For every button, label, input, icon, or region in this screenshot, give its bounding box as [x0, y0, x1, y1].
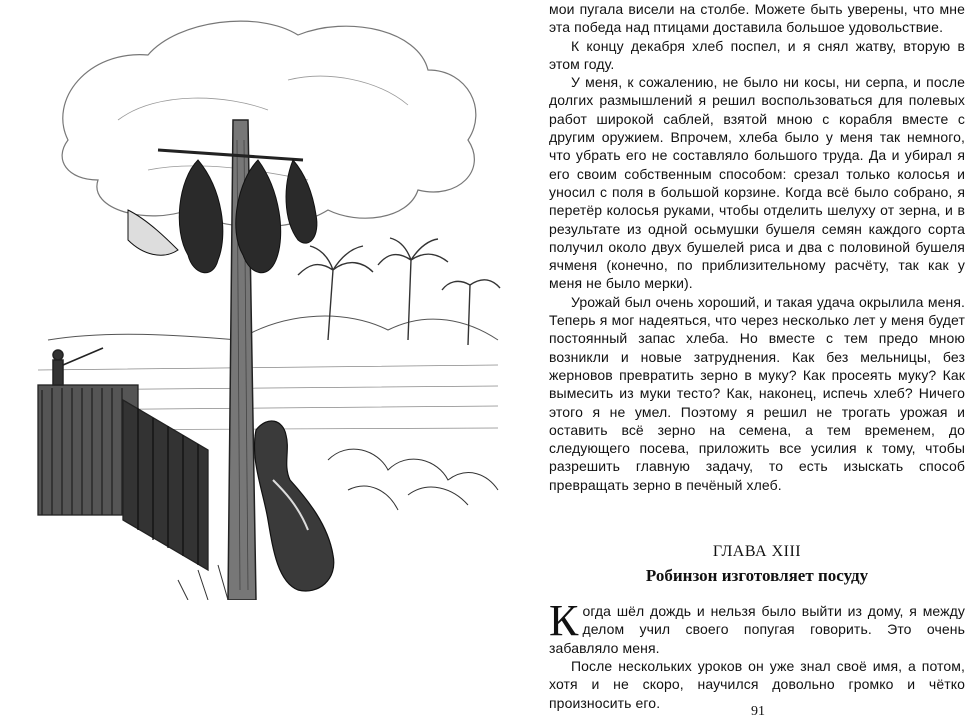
chapter-heading: ГЛАВА XIII: [712, 543, 802, 561]
man-with-musket: [53, 348, 103, 385]
paragraph-text: огда шёл дождь и нельзя было выйти из дому, я между делом учил своего попугая говорить. Это очень забавляло меня.: [549, 603, 965, 656]
wicker-fence: [38, 385, 208, 570]
paragraph: После нескольких уроков он уже знал своё имя, а потом, хотя и не скоро, научился довольно громко и чётко произносить его.: [549, 657, 965, 711]
horizon: [48, 316, 498, 340]
chapter-title: Робинзон изготовляет посуду: [645, 566, 869, 586]
chapter-body: [549, 596, 965, 712]
paragraph: [549, 596, 965, 657]
paragraph: К концу декабря хлеб поспел, и я снял жатву, вторую в этом году.: [549, 37, 965, 72]
foreground-plants: [178, 449, 498, 600]
palm-trees: [298, 238, 500, 345]
engraving-scene: [28, 10, 504, 600]
paragraph: Урожай был очень хороший, и такая удача окрылила меня. Теперь я мог надеяться, что через несколько лет у меня будет постоянный запас хлеба. Но вместе с тем предо мною возникли и новые затруднения. Как без мельницы, без жерновов превратить зерно в муку? Как просеять муку? Как вымесить из муки тесто? Как, наконец, испечь хлеб? Ничего этого я не умел. Поэтому я решил не трогать урожая и оставить всё зерно на семена, а тем временем, до следующего посева, приложить все усилия к тому, чтобы разрешить главную задачу, то есть изыскать способ превращать зерно в печёный хлеб.: [549, 293, 965, 493]
engraving-illustration: [28, 10, 504, 600]
page-number: 91: [751, 704, 765, 719]
paragraph: мои пугала висели на столбе. Можете быть уверены, что мне эта победа над птицами доставила большое удовольствие.: [549, 1, 965, 36]
text-column: [549, 0, 965, 712]
dog: [254, 421, 333, 591]
paragraph: У меня, к сожалению, не было ни косы, ни серпа, и после долгих размышлений я решил воспользоваться для полевых работ широкой саблей, взятой мною с корабля вместе с другим оружием. Впрочем, хлеба было у меня так немного, что убрать его не составляло большого труда. Да и убирал я его своим собственным способом: срезал только колосья и уносил с поля в большой корзине. Когда всё было собрано, я перетёр колосья руками, чтобы отделить шелуху от зерна, и в результате из одной осьмушки бушеля семян каждого сорта получил около двух бушелей риса и два с половиной бушеля ячменя (конечно, по приблизительному расчёту, так как у меня не было мерки).: [549, 74, 965, 292]
drop-cap: К: [549, 596, 579, 646]
